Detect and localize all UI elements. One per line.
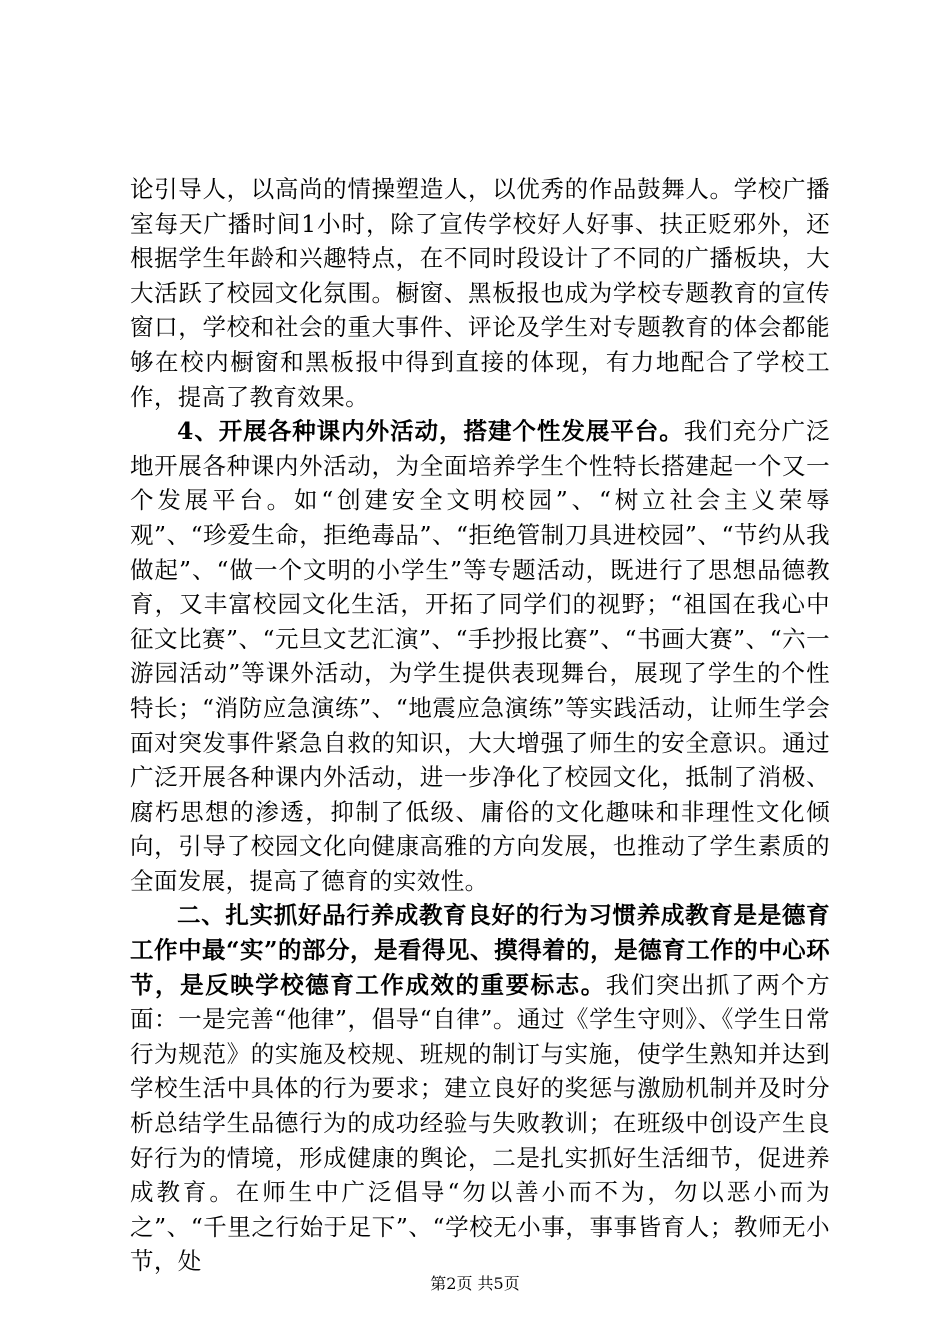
page-number: 第2页 共5页 <box>430 1274 520 1293</box>
paragraph-text: 我们突出抓了两个方面：一是完善“他律”，倡导“自律”。通过《学生守则》、《学生日常行为规范》的实施及校规、班规的制订与实施，使学生熟知并达到学校生活中具体的行为要求；建立良好的奖惩与激励机制并及时分析总结学生品德行为的成功经验与失败教训；在班级中创设产生良好行为的情境，形成健康的舆论，二是扎实抓好生活细节，促进养成教育。在师生中广泛倡导“勿以善小而不为，勿以恶小而为之”、“千里之行始于足下”、“学校无小事，事事皆育人；教师无小节，处 <box>130 970 830 1276</box>
paragraph-activities <box>130 414 830 898</box>
paragraph-conduct-education <box>130 898 830 1279</box>
document-body <box>130 172 830 1279</box>
page-footer <box>0 1274 950 1294</box>
section-heading-activities: 4、开展各种课内外活动，搭建个性发展平台。 <box>177 417 684 446</box>
section-heading-conduct: 二、扎实抓好品行养成教育良好的行为习惯养成教育是是德育工作中最“实”的部分，是看得见、摸得着的，是德育工作的中心环节，是反映学校德育工作成效的重要标志。 <box>130 901 830 999</box>
paragraph-text: 论引导人，以高尚的情操塑造人，以优秀的作品鼓舞人。学校广播室每天广播时间1小时，除了宣传学校好人好事、扶正贬邪外，还根据学生年龄和兴趣特点，在不同时段设计了不同的广播板块，大大活跃了校园文化氛围。橱窗、黑板报也成为学校专题教育的宣传窗口，学校和社会的重大事件、评论及学生对专题教育的体会都能够在校内橱窗和黑板报中得到直接的体现，有力地配合了学校工作，提高了教育效果。 <box>130 175 830 411</box>
paragraph-text: 我们充分广泛地开展各种课内外活动，为全面培养学生个性特长搭建起一个又一个发展平台。如“创建安全文明校园”、“树立社会主义荣辱观”、“珍爱生命，拒绝毒品”、“拒绝管制刀具进校园”、“节约从我做起”、“做一个文明的小学生”等专题活动，既进行了思想品德教育，又丰富校园文化生活，开拓了同学们的视野；“祖国在我心中征文比赛”、“元旦文艺汇演”、“手抄报比赛”、“书画大赛”、“六一游园活动”等课外活动，为学生提供表现舞台，展现了学生的个性特长；“消防应急演练”、“地震应急演练”等实践活动，让师生学会面对突发事件紧急自救的知识，大大增强了师生的安全意识。通过广泛开展各种课内外活动，进一步净化了校园文化，抵制了消极、腐朽思想的渗透，抑制了低级、庸俗的文化趣味和非理性文化倾向，引导了校园文化向健康高雅的方向发展，也推动了学生素质的全面发展，提高了德育的实效性。 <box>130 417 830 895</box>
paragraph-continuation <box>130 172 830 414</box>
